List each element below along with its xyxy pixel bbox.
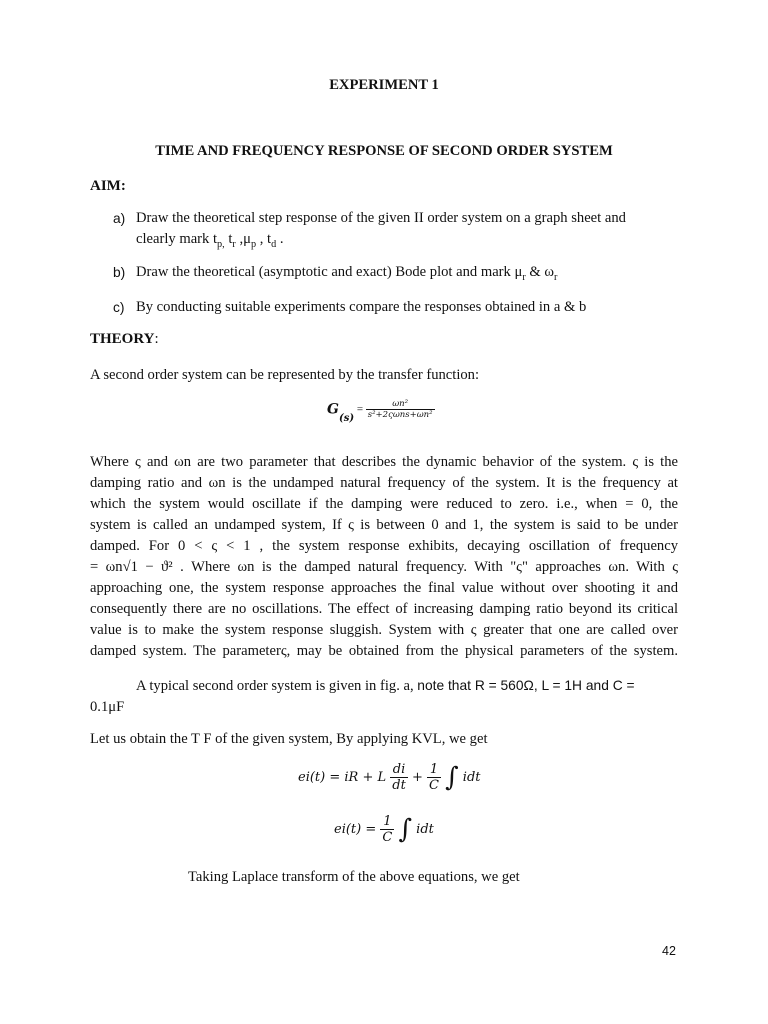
theory-paragraph: Where ς and ωn are two parameter that describes the dynamic behavior of the system. ς is the damping ratio and ωn is the undamped natural frequency of the system. It is the frequency at which the system would oscillate if the damping were reduced to zero. i.e., when = 0, the system is called an undamped system, If ς is between 0 and 1, the system is said to be under damped. For 0 < ς < 1 , the system response exhibits, decaying oscillation of frequency = ωn√1 − ϑ² . Where ωn is the damped natural frequency. With "ς" approaches ωn. With ς approaching one, the system response approaches the final value without over shooting it and consequently there are no oscillations. The effect of increasing damping ratio beyond its critical value is to make the system response sluggish. System with ς greater that one are called over damped system. The parameterς, may be obtained from the physical parameters of the system. — [90, 454, 678, 659]
theory-intro: A second order system can be represented by the transfer function: — [90, 367, 480, 383]
typical-system-line2: 0.1μF — [90, 699, 125, 715]
aim-marker-c: c) — [113, 300, 125, 315]
experiment-title: TIME AND FREQUENCY RESPONSE OF SECOND ORDER SYSTEM — [155, 143, 613, 159]
transfer-function: $G_{(s)}$ = $\frac{\text{ωn²}}{\text{s²+2ςωns+ωn²}}$ — [327, 399, 433, 425]
aim-marker-b: b) — [113, 265, 126, 280]
aim-item-b: Draw the theoretical (asymptotic and exact) Bode plot and mark $\mu_r$ & $\omega_r$ — [136, 264, 558, 283]
aim-heading: AIM: — [90, 178, 126, 194]
aim-marker-a: a) — [113, 211, 126, 226]
page-number: 42 — [662, 944, 676, 958]
typical-system-line1: A typical second order system is given in fig. a, note that R = 560Ω, L = 1H and C = — [136, 678, 635, 694]
theory-heading: THEORY: — [90, 331, 159, 347]
aim-item-c: By conducting suitable experiments compare the responses obtained in a & b — [136, 299, 587, 315]
aim-item-a-line1: Draw the theoretical step response of the given II order system on a graph sheet and — [136, 210, 626, 226]
laplace-intro: Taking Laplace transform of the above equations, we get — [188, 869, 520, 885]
experiment-number: EXPERIMENT 1 — [329, 77, 439, 93]
kvl-equation-1: ei(t) = iR + L $\frac{di}{dt}$ + $\frac{1}{C}$ ∫ idt — [298, 762, 481, 793]
kvl-intro: Let us obtain the T F of the given system, By applying KVL, we get — [90, 731, 488, 747]
transfer-function-fraction: $\frac{\text{ωn²}}{\text{s²+2ςωns+ωn²}}$ — [367, 399, 433, 420]
aim-item-a-line2: clearly mark $t_{p,}$ $t_r$ $,\mu_p$ , $t_d$ . — [136, 231, 284, 250]
kvl-equation-2: ei(t) = $\frac{1}{C}$ ∫ idt — [334, 814, 434, 845]
